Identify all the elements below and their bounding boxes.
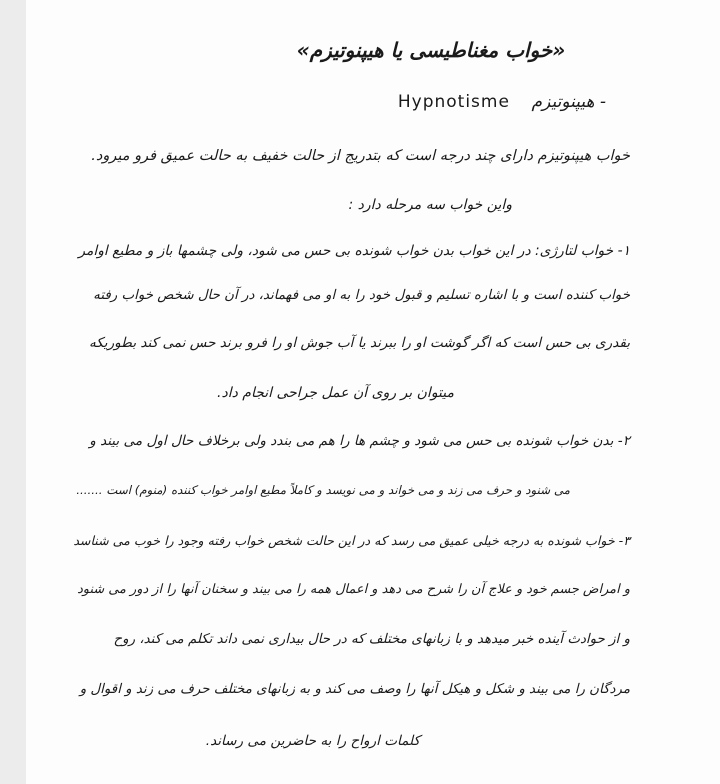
page-title: «خواب مغناطیسی یا هیپنوتیزم»	[296, 38, 566, 62]
subheading	[397, 92, 606, 112]
scan-margin	[0, 0, 27, 784]
text-line-12: مردگان را می بیند و شکل و هیکل آنها را وصف می کند و به زبانهای مختلف حرف می زند و اقوال و	[79, 682, 630, 697]
handwritten-page	[26, 0, 720, 784]
text-line-10: و امراض جسم خود و علاج آن را شرح می دهد و اعمال همه را می بیند و سخنان آنها را از دور می شنود	[77, 582, 630, 597]
text-line-8: می شنود و حرف می زند و می خواند و می نویسد و کاملاً مطیع اوامر خواب کننده (منوم) است .......	[76, 483, 570, 497]
text-line-7: ۲- بدن خواب شونده بی حس می شود و چشم ها را هم می بندد ولی برخلاف حال اول می بیند و	[89, 433, 630, 449]
text-line-9: ۳- خواب شونده به درجه خیلی عمیق می رسد که در این حالت شخص خواب رفته وجود را خوب می شناسد	[73, 533, 630, 548]
subheading-latin: Hypnotisme	[397, 92, 510, 112]
subheading-persian: - هیپنوتیزم	[531, 92, 606, 112]
text-line-1: خواب هیپنوتیزم دارای چند درجه است که بتدریج از حالت خفیف به حالت عمیق فرو میرود.	[91, 148, 630, 164]
text-line-4: خواب کننده است و با اشاره تسلیم و قبول خود را به او می فهماند، در آن حال شخص خواب رفته	[93, 288, 630, 303]
text-line-3: ۱- خواب لتارژی: در این خواب بدن خواب شونده بی حس می شود، ولی چشمها باز و مطیع اوامر	[78, 243, 630, 259]
text-line-2: واین خواب سه مرحله دارد :	[348, 197, 512, 213]
text-line-11: و از حوادث آینده خبر میدهد و با زبانهای مختلف که در حال بیداری نمی داند تکلم می کند، روح	[113, 632, 630, 647]
text-line-6: میتوان بر روی آن عمل جراحی انجام داد.	[217, 385, 454, 401]
text-line-5: بقدری بی حس است که اگر گوشت او را ببرند یا آب جوش او را فرو برند حس نمی کند بطوریکه	[89, 335, 630, 351]
text-line-13: کلمات ارواح را به حاضرین می رساند.	[205, 733, 420, 749]
